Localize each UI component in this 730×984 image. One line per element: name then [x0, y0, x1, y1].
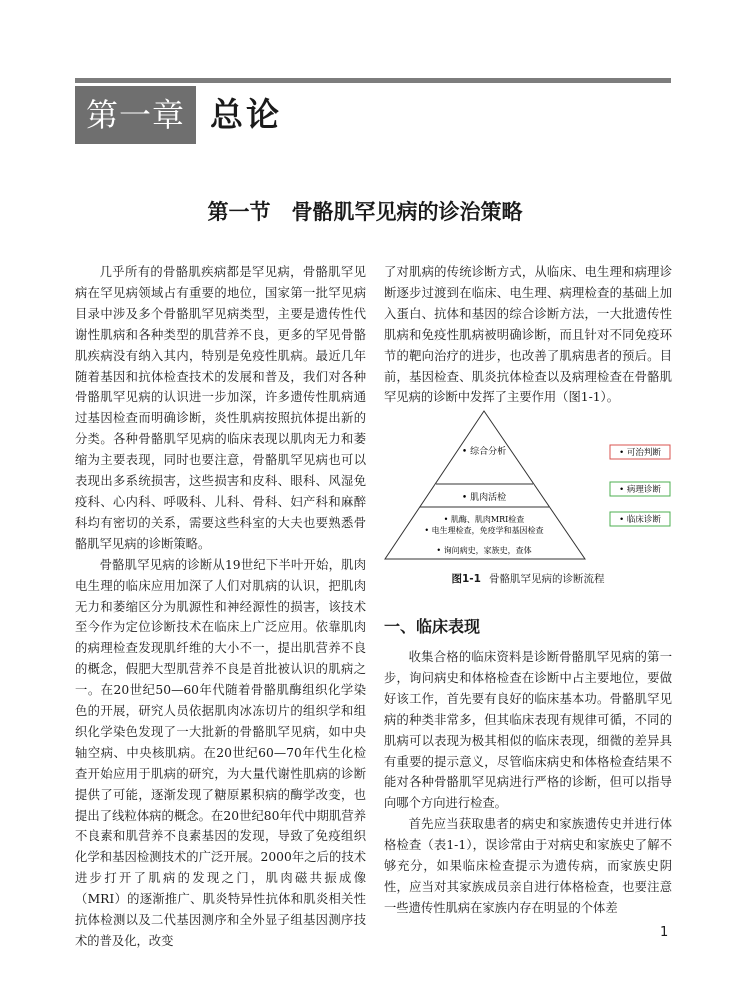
paragraph: 了对肌病的传统诊断方式，从临床、电生理和病理诊断逐步过渡到在临床、电生理、病理检查的基础上加入蛋白、抗体和基因的综合诊断方法，一大批遗传性肌病和免疫性肌病被明确诊断，而且针对不同免疫环节的靶向治疗的进步，也改善了肌病患者的预后。目前，基因检查、肌炎抗体检查以及病理检查在骨骼肌罕见病的诊断中发挥了主要作用（图1-1）。 — [384, 265, 672, 405]
paragraph: 收集合格的临床资料是诊断骨骼肌罕见病的第一步，询问病史和体格检查在诊断中占主要地位，要做好该工作，首先要有良好的临床基本功。骨骼肌罕见病的种类非常多，但其临床表现有规律可循，不同的肌病可以表现为极其相似的临床表现，细微的差异具有重要的提示意义，尽管临床病史和体格检查结果不能对各种骨骼肌罕见病进行严格的诊断，但可以指导向哪个方向进行检查。 — [384, 650, 672, 811]
chapter-title: 总论 — [210, 95, 282, 134]
pyramid-level-1: • 综合分析 — [461, 447, 507, 457]
pyramid-level-4: • 电生理检查，免疫学和基因检查 — [424, 526, 544, 535]
paragraph: 首先应当获取患者的病史和家族遗传史并进行体格检查（表1-1），误诊常由于对病史和家族史了解不够充分，如果临床检查提示为遗传病，而家族史阴性，应当对其家族成员亲自进行体格检查，也要注意一些遗传性肌病在家族内存在明显的个体差 — [384, 817, 672, 915]
right-column-top — [384, 262, 672, 408]
paragraph: 几乎所有的骨骼肌疾病都是罕见病，骨骼肌罕见病在罕见病领域占有重要的地位，国家第一批罕见病目录中涉及多个骨骼肌罕见病类型，主要是遗传性代谢性肌病和各种类型的肌营养不良，更多的罕见骨骼肌疾病没有纳入其内，特别是免疫性肌病。最近几年随着基因和抗体检查技术的发展和普及，我们对各种骨骼肌罕见病的认识进一步加深，许多遗传性肌病通过基因检查而明确诊断，炎性肌病按照抗体提出新的分类。各种骨骼肌罕见病的临床表现以肌肉无力和萎缩为主要表现，同时也要注意，骨骼肌罕见病也可以表现出多系统损害，这些损害和皮科、眼科、风湿免疫科、心内科、呼吸科、儿科、骨科、妇产科和麻醉科均有密切的关系，需要这些科室的大夫也要熟悉骨骼肌罕见病的诊断策略。 — [75, 265, 366, 551]
pyramid-diagram — [384, 409, 672, 569]
figure-caption — [384, 571, 672, 586]
chapter-header-rule — [75, 78, 671, 83]
pyramid-outline — [385, 411, 585, 559]
pyramid-level-2: • 肌肉活检 — [461, 493, 507, 503]
subsection-heading: 一、临床表现 — [384, 617, 481, 636]
right-column-bottom — [384, 647, 672, 919]
left-column — [75, 262, 366, 952]
side-label-treatable: • 可治判断 — [619, 448, 661, 458]
paragraph: 骨骼肌罕见病的诊断从19世纪下半叶开始，肌肉电生理的临床应用加深了人们对肌病的认识，把肌肉无力和萎缩区分为肌源性和神经源性的损害，该技术至今作为定位诊断技术在临床上广泛应用。依靠肌肉的病理检查发现肌纤维的大小不一，提出肌营养不良的概念，假肥大型肌营养不良是首批被认识的肌病之一。在20世纪50—60年代随着骨骼肌酶组织化学染色的开展，研究人员依据肌肉冰冻切片的组织学和组织化学染色发现了一大批新的骨骼肌罕见病，如中央轴空病、中央核肌病。在20世纪60—70年代生化检查开始应用于肌病的研究，为大量代谢性肌病的诊断提供了可能，逐渐发现了糖原累积病的酶学改变，也提出了线粒体病的概念。在20世纪80年代中期肌营养不良素和肌营养不良素基因的发现，导致了免疫组织化学和基因检测技术的广泛开展。2000年之后的技术进步打开了肌病的发现之门，肌肉磁共振成像（MRI）的逐渐推广、肌炎特异性抗体和肌炎相关性抗体检测以及二代基因测序和全外显子组基因测序技术的普及化，改变 — [75, 557, 366, 948]
section-title: 第一节 骨骼肌罕见病的诊治策略 — [207, 200, 523, 224]
side-label-clinical: • 临床诊断 — [619, 515, 661, 525]
figure-number: 图1-1 — [451, 573, 481, 585]
pyramid-level-3: • 肌酶、肌肉MRI检查 — [443, 515, 525, 524]
figure-caption-text: 骨骼肌罕见病的诊断流程 — [488, 573, 605, 585]
chapter-label: 第一章 — [75, 86, 196, 144]
page-number: 1 — [660, 925, 669, 940]
side-label-pathology: • 病理诊断 — [619, 485, 661, 495]
pyramid-level-5: • 询问病史，家族史，查体 — [436, 546, 532, 555]
